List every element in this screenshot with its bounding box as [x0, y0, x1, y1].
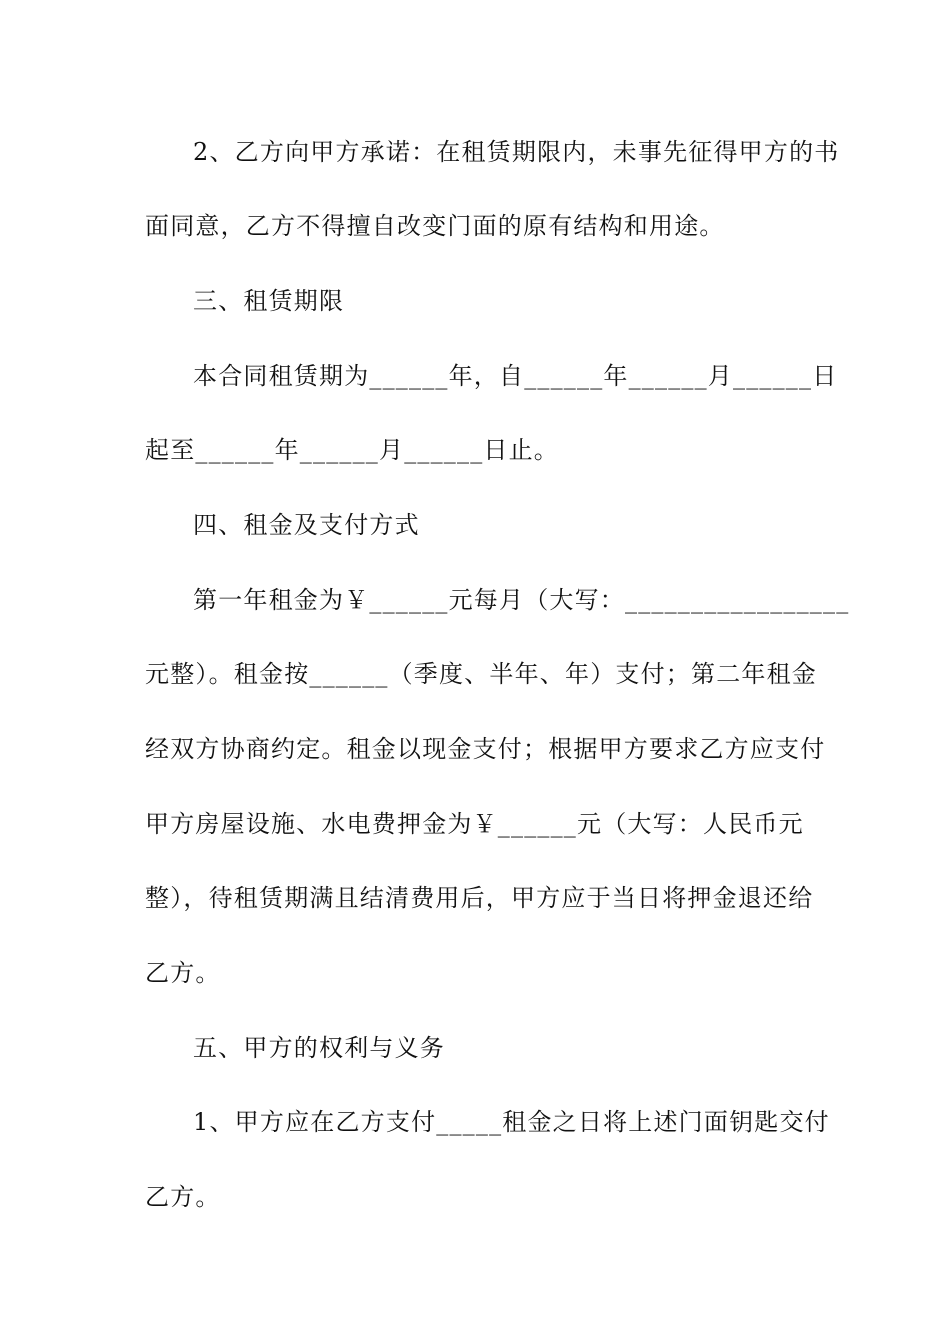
paragraph-line: 1、甲方应在乙方支付_____租金之日将上述门面钥匙交付 — [193, 1108, 830, 1136]
paragraph-line: 2、乙方向甲方承诺：在租赁期限内，未事先征得甲方的书 — [193, 138, 840, 166]
section-heading: 四、租金及支付方式 — [193, 511, 420, 539]
paragraph-line: 乙方。 — [145, 959, 221, 987]
paragraph-line: 起至______年______月______日止。 — [145, 436, 559, 464]
paragraph-line: 元整）。租金按______（季度、半年、年）支付；第二年租金 — [145, 660, 817, 688]
paragraph-line: 整），待租赁期满且结清费用后，甲方应于当日将押金退还给 — [145, 884, 814, 912]
paragraph-line: 本合同租赁期为______年，自______年______月______日 — [193, 362, 838, 390]
section-heading: 五、甲方的权利与义务 — [193, 1034, 445, 1062]
paragraph-line: 乙方。 — [145, 1183, 221, 1211]
paragraph-line: 经双方协商约定。租金以现金支付；根据甲方要求乙方应支付 — [145, 735, 826, 763]
section-heading: 三、租赁期限 — [193, 287, 345, 315]
paragraph-line: 第一年租金为￥______元每月（大写：_________________ — [193, 586, 850, 614]
paragraph-line: 甲方房屋设施、水电费押金为￥______元（大写：人民币元 — [145, 810, 804, 838]
paragraph-line: 面同意，乙方不得擅自改变门面的原有结构和用途。 — [145, 212, 725, 240]
